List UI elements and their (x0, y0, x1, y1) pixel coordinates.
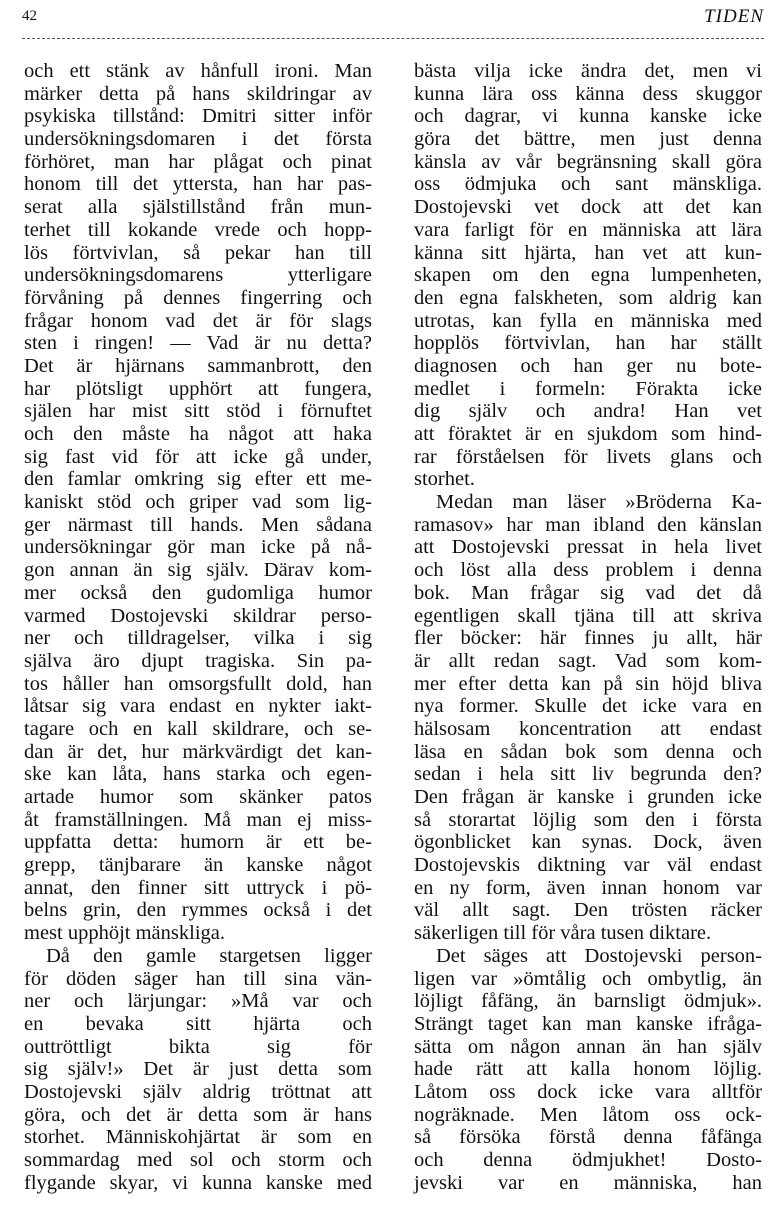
text-line: bok. Man frågar sig vad det då (414, 581, 762, 604)
text-line: tos håller han omsorgsfullt dold, han (24, 672, 372, 695)
page-number: 42 (22, 8, 37, 24)
text-line: jevski var en människa, han (414, 1171, 762, 1194)
text-line: och löst alla dess problem i denna (414, 559, 762, 582)
text-line: den egna falskheten, som aldrig kan (414, 286, 762, 309)
text-line: oss ödmjuka och sant mänskliga. (414, 173, 762, 196)
left-column (24, 60, 372, 1194)
text-line: för döden säger han till sina vän- (24, 967, 372, 990)
text-line: att föraktet är en sjukdom som hind- (414, 423, 762, 445)
text-line: Dostojevski vet dock att det kan (414, 196, 762, 219)
text-line: artade humor som skänker patos (24, 786, 372, 808)
text-line: Dostojevskis diktning var väl endast (414, 854, 762, 877)
journal-title: TIDEN (704, 6, 764, 27)
text-line: storhet. (414, 468, 475, 491)
text-line: sätta om någon annan än han själv (414, 1035, 762, 1058)
text-line: hopplös förtvivlan, han har ställt (414, 332, 762, 355)
text-line: sig själv!» Det är just detta som (24, 1058, 372, 1081)
text-line: säkerligen till för våra tusen diktare. (414, 922, 712, 945)
right-column (414, 60, 762, 1194)
text-line: känna sitt hjärta, han vet att kun- (414, 241, 762, 264)
text-line: åt framställningen. Må man ej miss- (24, 808, 372, 831)
text-line: själen har mist sitt stöd i förnuftet (24, 400, 372, 423)
text-line: dan är det, hur märkvärdigt det kan- (24, 740, 372, 763)
text-line: undersökningsdomarens ytterligare (24, 264, 372, 287)
text-line: hälsosam koncentration att endast (414, 717, 762, 740)
text-line: den famlar omkring sig efter ett me- (24, 468, 372, 491)
text-line: en ny form, även innan honom var (414, 876, 762, 899)
text-line: dig själv och andra! Han vet (414, 400, 762, 423)
text-line: Strängt taget kan man kanske ifråga- (414, 1012, 762, 1035)
text-line: Det är hjärnans sammanbrott, den (24, 354, 372, 377)
text-line: varmed Dostojevski skildrar perso- (24, 604, 372, 627)
text-line: mer också den gudomliga humor (24, 581, 372, 604)
text-line: ner och tilldragelser, vilka i sig (24, 627, 372, 650)
text-line: förvåning på dennes fingerring och (24, 286, 372, 309)
text-line: uppfatta detta: humorn är ett be- (24, 831, 372, 854)
text-line: göra det bättre, men just denna (414, 128, 762, 151)
text-line: vara farligt för en människa att lära (414, 218, 762, 241)
text-line: outtröttligt bikta sig för (24, 1035, 372, 1058)
text-line: honom till det yttersta, han har pas- (24, 173, 372, 196)
text-line: nya former. Skulle det icke vara en (414, 695, 762, 718)
text-line: väl allt sagt. Den trösten räcker (414, 899, 762, 922)
text-line: belns grin, den rymmes också i det (24, 899, 372, 922)
text-line: så storartat löjlig som den i första (414, 808, 762, 831)
text-line: nogräknade. Men låtom oss ock- (414, 1103, 762, 1126)
text-line: ger närmast till hands. Men sådana (24, 513, 372, 536)
text-line: skapen om den egna lumpenheten, (414, 264, 762, 287)
text-line: att Dostojevski pressat in hela livet (414, 536, 762, 559)
text-line: läsa en sådan bok som denna och (414, 740, 762, 763)
text-line: ramasov» har man ibland den känslan (414, 513, 762, 536)
text-line: känsla av vår begränsning skall göra (414, 150, 762, 173)
text-line: mest upphöjt mänskliga. (24, 922, 225, 945)
text-line: utrotas, kan fylla en människa med (414, 309, 762, 332)
text-line: undersökningar gör man icke på nå- (24, 536, 372, 559)
text-line: och ett stänk av hånfull ironi. Man (24, 60, 372, 82)
header-rule (22, 38, 764, 39)
text-line: medlet i formeln: Förakta icke (414, 377, 762, 400)
text-line: ske kan låta, hans starka och egen- (24, 763, 372, 786)
text-line: så försöka förstå denna fåfänga (414, 1126, 762, 1149)
text-line: bästa vilja icke ändra det, men vi (414, 60, 762, 82)
text-line: ligen var »ömtålig och ombytlig, än (414, 967, 762, 990)
text-line: undersökningsdomaren i det första (24, 128, 372, 151)
text-line: grepp, tänjbarare än kanske något (24, 854, 372, 877)
text-line: Låtom oss dock icke vara alltför (414, 1080, 762, 1103)
text-line: egentligen skall tjäna till att skriva (414, 604, 762, 627)
text-line: kunna lära oss känna dess skuggor (414, 82, 762, 105)
text-line: Då den gamle stargetsen ligger (46, 944, 372, 967)
text-line: psykiska tillstånd: Dmitri sitter inför (24, 105, 372, 128)
text-line: diagnosen och han ger nu bote- (414, 354, 762, 377)
text-line: Det säges att Dostojevski person- (436, 944, 762, 967)
text-line: storhet. Människohjärtat är som en (24, 1126, 372, 1149)
text-line: är allt redan sagt. Vad som kom- (414, 649, 762, 672)
text-line: ner och lärjungar: »Må var och (24, 990, 372, 1013)
text-line: själva äro djupt tragiska. Sin pa- (24, 649, 372, 672)
text-line: förhöret, man har plågat och pinat (24, 150, 372, 173)
text-line: sten i ringen! — Vad är nu detta? (24, 332, 372, 355)
page-header (22, 0, 764, 40)
text-line: flygande skyar, vi kunna kanske med (24, 1171, 372, 1194)
text-line: annat, den finner sitt uttryck i pö- (24, 876, 372, 899)
text-line: fler böcker: här finnes ju allt, här (414, 627, 762, 650)
text-line: och den måste ha något att haka (24, 423, 372, 445)
text-line: kaniskt stöd och griper vad som lig- (24, 491, 372, 514)
text-line: har plötsligt upphört att fungera, (24, 377, 372, 400)
text-line: Medan man läser »Bröderna Ka- (436, 491, 762, 514)
text-line: en bevaka sitt hjärta och (24, 1012, 372, 1035)
text-line: märker detta på hans skildringar av (24, 82, 372, 105)
text-line: terhet till kokande vrede och hopp- (24, 218, 372, 241)
text-line: löjligt fåfäng, än barnsligt ödmjuk». (414, 990, 762, 1013)
text-line: hade rätt att kalla honom löjlig. (414, 1058, 762, 1081)
text-line: rar förståelsen för livets glans och (414, 445, 762, 468)
text-line: mer efter detta kan på sin höjd bliva (414, 672, 762, 695)
text-line: frågar honom vad det är för slags (24, 309, 372, 332)
text-line: lös förtvivlan, så pekar han till (24, 241, 372, 264)
text-line: sommardag med sol och storm och (24, 1149, 372, 1171)
text-line: och dagrar, vi kunna kanske icke (414, 105, 762, 128)
text-line: gon annan än sig själv. Därav kom- (24, 559, 372, 582)
text-line: Dostojevski själv aldrig tröttnat att (24, 1080, 372, 1103)
text-line: Den frågan är kanske i grunden icke (414, 786, 762, 808)
text-line: sedan i hela sitt liv begrunda den? (414, 763, 762, 786)
text-line: serat alla själstillstånd från mun- (24, 196, 372, 219)
text-line: ögonblicket kan synas. Dock, även (414, 831, 762, 854)
text-line: sig fast vid för att icke gå under, (24, 445, 372, 468)
text-line: låtsar sig vara endast en nykter iakt- (24, 695, 372, 718)
text-line: och denna ödmjukhet! Dosto- (414, 1149, 762, 1171)
text-line: tagare och en kall skildrare, och se- (24, 717, 372, 740)
text-line: göra, och det är detta som är hans (24, 1103, 372, 1126)
